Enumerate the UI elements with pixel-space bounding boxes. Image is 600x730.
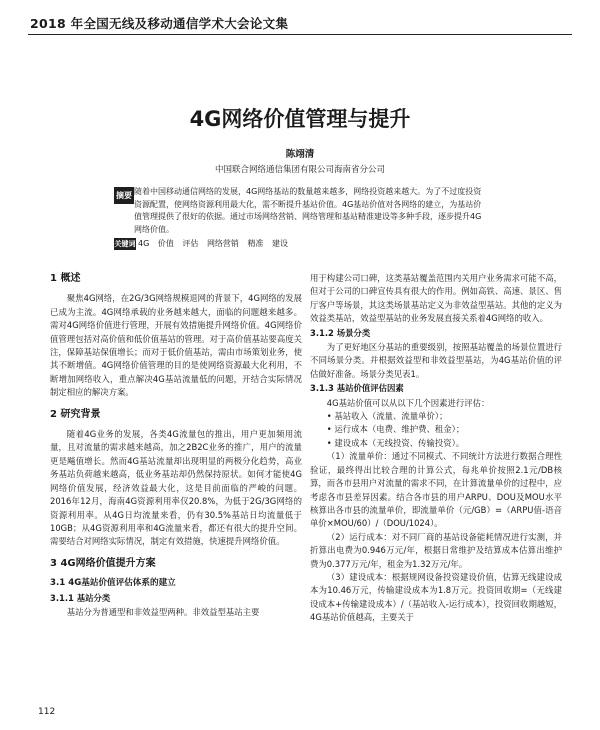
keyword: 精准 <box>247 239 264 248</box>
keywords-list <box>138 238 294 250</box>
page-number: 112 <box>38 707 56 717</box>
keyword: 价值 <box>157 239 174 248</box>
construction-cost-paragraph: （3）建设成本：根据规网设备投资建设价值，估算无线建设成本为10.46万元，传输建设成本为1.8万元。投资回收期=（无线建设成本+传输建设成本）/（基站收入-运行成本），投资回收期越短，4G基站价值越高，主要关于 <box>310 571 562 623</box>
running-header: 2018 年全国无线及移动通信学术大会论文集 <box>30 16 289 31</box>
list-item: • 基站收入（流量、流量单价）； <box>326 411 448 422</box>
paper-author: 陈翊清 <box>285 149 315 160</box>
list-item: • 建设成本（无线投资、传输投资）。 <box>326 437 465 448</box>
section-3-1-heading: 3.1 4G基站价值评估体系的建立 <box>50 578 176 589</box>
section-3-1-3-heading: 3.1.3 基站价值评估因素 <box>310 383 404 394</box>
keyword: 网络营销 <box>206 239 239 248</box>
section-3-1-1-heading: 3.1.1 基站分类 <box>50 592 111 603</box>
traffic-price-paragraph: （1）流量单价：通过不同模式、不同统计方法进行数据合理性验证，最终得出比较合理的计算公式，每兆单价按照2.1元/DB核算，而各市县用户对流量的需求不同，在计算流量单价的过程中，应考虑各市县差异因素。结合各市县的用户ARPU、DOU及MOU水平核算出各市县的流量单价，即流量单价（元/GB）=（ARPU值-语音单价×MOU/60）/（DOU/1024）。 <box>310 451 562 529</box>
header-rule <box>28 34 572 35</box>
abstract-text: 随着中国移动通信网络的发展，4G网络基站的数量越来越多，网络投资越来越大。为了不过度投资资源配置，使网络资源利用最大化，需不断提升基站价值。4G基站价值对各网络的建立，为基站价值管理提供了很好的依据。通过市场网络营销、网络管理和基站精准建设等多种手段，逐步提升4G网络价值。 <box>134 187 482 234</box>
section-3-1-1-paragraph: 基站分为普通型和非效益型两种。非效益型基站主要 <box>66 606 260 617</box>
list-item: • 运行成本（电费、维护费、租金）； <box>326 424 465 435</box>
keyword: 建设 <box>272 239 289 248</box>
valuation-factor-list <box>310 410 562 450</box>
section-1-heading: 1 概述 <box>50 273 81 284</box>
keyword: 评估 <box>182 239 199 248</box>
section-3-heading: 3 4G网络价值提升方案 <box>50 557 156 569</box>
section-1-paragraph: 聚焦4G网络，在2G/3G网络规模退网的背景下，4G网络的发展已成为主流。4G网络承载的业务越来越大，面临的问题越来越多。需对4G网络价值进行管理，开展有效措施提升网络价值。4G网络价值管理包括对高价值和低价值基站的管理。对于高价值基站要高度关注，保障基站保值增长；而对于低价值基站，需由市场策划业务，使其不断增值。4G网络价值管理的目的是使网络资源最大化利用，不断增加网络收入，重点解决4G基站流量低的问题，开结合实际情况制定相应的解决方案。 <box>50 293 302 398</box>
section-3-1-2-heading: 3.1.2 场景分类 <box>310 327 371 338</box>
keywords-label: 关键词 <box>114 240 136 248</box>
abstract-label: 摘要 <box>114 187 134 204</box>
paper-affiliation: 中国联合网络通信集团有限公司海南省分公司 <box>214 165 385 175</box>
paper-title: 4G网络价值管理与提升 <box>189 107 411 131</box>
operating-cost-paragraph: （2）运行成本：对不同厂商的基站设备能耗情况进行实测，并折算出电费为0.946万元/年，根据日常维护及结算成本估算出维护费为0.377万元/年，租金为1.32万元/年。 <box>310 531 562 569</box>
right-column <box>310 272 562 625</box>
section-2-paragraph: 随着4G业务的发展，各类4G流量包的推出，用户更加频用流量，且对流量的需求越来越高，加之2B2C业务的推广，用户的流量更是飚值增长。然而4G基站流量却出现明显的两极分化趋势，高业务基站负荷越来越高，低业务基站却仍然保持原状。如何才能使4G网络价值发展，经济效益最大化，这是目前面临的严峻的问题。2016年12月，海南4G资源利用率仅20.8%，为低于2G/3G网络的资源利用率。从4G日均流量来看，仍有30.5%基站日均流量低于10GB；从4G资源利用率和4G流量来看，都还有很大的提升空间。需要结合对网络实际情况，制定有效措施，快速提升网络价值。 <box>50 429 302 547</box>
section-3-1-2-paragraph: 为了更好地区分基站的重要级别，按照基站覆盖的场景位置进行不同场景分类。并根据效益型和非效益型基站，为4G基站价值的评估做好准备。场景分类见表1。 <box>310 342 562 379</box>
continued-paragraph: 用于构建公司口碑，这类基站覆盖范围内关用户业务需求可能不高，但对于公司的口碑宣传具有很大的作用。例如高铁、高速、景区、售厅客户等场景，其这类场景基站定义为非效益型基站。其他的定义为效益类基站，效益型基站的业务发展直接关系着4G网络的收入。 <box>310 273 562 324</box>
section-2-heading: 2 研究背景 <box>50 408 101 420</box>
left-column <box>50 272 302 619</box>
section-3-1-3-intro: 4G基站价值可以从以下几个因素进行评估： <box>326 397 490 408</box>
keyword: 4G <box>138 239 150 248</box>
